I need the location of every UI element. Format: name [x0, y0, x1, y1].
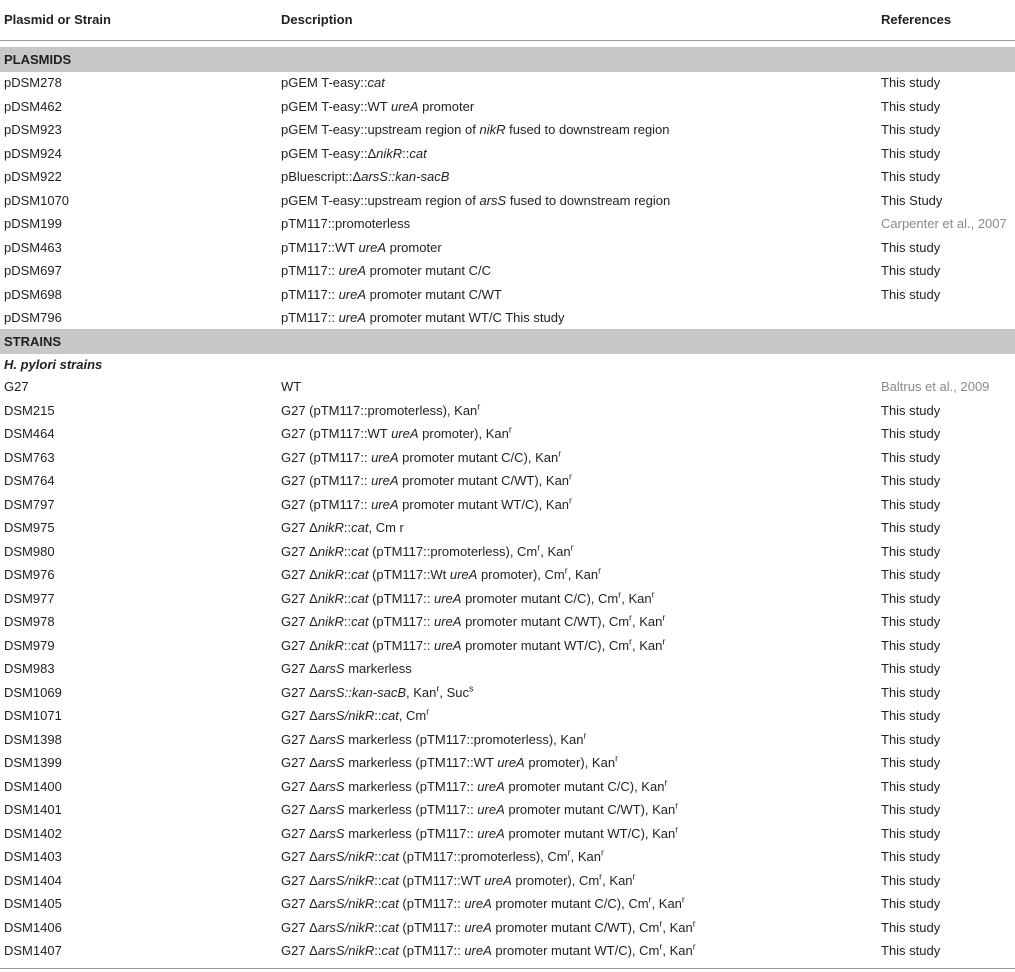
cell-reference: Baltrus et al., 2009: [881, 379, 990, 394]
table-row: [0, 682, 1015, 705]
cell-reference: This study: [881, 614, 941, 629]
cell-reference: This study: [881, 543, 941, 559]
cell-reference: This study: [881, 169, 941, 184]
table-row: [0, 400, 1015, 423]
cell-name: pDSM924: [4, 145, 62, 161]
cell-name: G27: [4, 379, 29, 394]
table-row: [0, 72, 1015, 95]
cell-name: pDSM278: [4, 75, 62, 90]
cell-description: pTM117::promoterless: [281, 216, 411, 231]
cell-reference: This study: [881, 637, 941, 653]
cell-name: DSM763: [4, 449, 55, 465]
table-row: [0, 517, 1015, 540]
cell-reference: This study: [881, 449, 941, 465]
cell-description: G27 ΔarsS markerless (pTM117:: ureA promoter mutant C/WT), Kan$^r$: [281, 800, 679, 817]
cell-reference: This study: [881, 708, 941, 723]
table-row: [0, 635, 1015, 658]
cell-name: DSM979: [4, 637, 55, 653]
cell-description: WT: [281, 379, 302, 394]
cell-reference: This study: [881, 802, 941, 817]
table-row: [0, 284, 1015, 307]
cell-reference: This study: [881, 239, 941, 255]
cell-description: pTM117:: ureA promoter mutant WT/C This study: [281, 310, 565, 325]
section-plasmids: [0, 47, 1015, 72]
cell-description: pGEM T-easy::WT ureA promoter: [281, 98, 475, 114]
table-row: [0, 611, 1015, 634]
cell-name: pDSM922: [4, 169, 62, 184]
cell-description: G27 ΔarsS/nikR::cat (pTM117:: ureA promoter mutant WT/C), Cm$^r$, Kan$^r$: [281, 941, 696, 958]
table-row: [0, 729, 1015, 752]
table-row: [0, 376, 1015, 399]
table-row: [0, 213, 1015, 236]
table-row: [0, 705, 1015, 728]
cell-description: pTM117::WT ureA promoter: [281, 239, 442, 255]
cell-description: G27 ΔarsS/nikR::cat (pTM117:: ureA promoter mutant C/C), Cm$^r$, Kan$^r$: [281, 894, 685, 911]
table-row: [0, 237, 1015, 260]
cell-description: G27 ΔarsS/nikR::cat (pTM117::promoterless), Cm$^r$, Kan$^r$: [281, 847, 604, 864]
table-row: [0, 776, 1015, 799]
table-row: [0, 799, 1015, 822]
cell-name: DSM215: [4, 402, 55, 418]
subsection-hpylori-label: H. pylori strains: [4, 357, 103, 372]
cell-description: G27 ΔarsS markerless (pTM117:: ureA promoter mutant C/C), Kan$^r$: [281, 777, 668, 794]
cell-reference: This study: [881, 263, 941, 278]
cell-reference: This study: [881, 75, 941, 90]
cell-description: G27 ΔarsS markerless (pTM117:: ureA promoter mutant WT/C), Kan$^r$: [281, 824, 679, 841]
table-row: [0, 846, 1015, 869]
cell-name: DSM1402: [4, 825, 62, 841]
header-description: Description: [281, 12, 353, 27]
table-row: [0, 494, 1015, 517]
cell-reference: This study: [881, 122, 941, 137]
cell-name: pDSM796: [4, 310, 62, 325]
table-row: [0, 260, 1015, 283]
cell-name: DSM1399: [4, 755, 62, 770]
cell-description: G27 ΔnikR::cat, Cm r: [281, 520, 404, 535]
cell-reference: Carpenter et al., 2007: [881, 216, 1007, 231]
cell-reference: This study: [881, 567, 941, 582]
cell-description: G27 ΔnikR::cat (pTM117:: ureA promoter mutant WT/C), Cm$^r$, Kan$^r$: [281, 636, 666, 653]
cell-reference: This study: [881, 896, 941, 911]
cell-description: G27 ΔnikR::cat (pTM117:: ureA promoter mutant C/WT), Cm$^r$, Kan$^r$: [281, 612, 666, 629]
cell-reference: This study: [881, 98, 941, 114]
table-row: [0, 870, 1015, 893]
cell-name: DSM1400: [4, 778, 62, 794]
table-row: [0, 96, 1015, 119]
cell-reference: This study: [881, 402, 941, 418]
cell-reference: This study: [881, 520, 941, 535]
cell-name: DSM1404: [4, 872, 62, 888]
cell-name: DSM1401: [4, 802, 62, 817]
cell-description: G27 ΔarsS markerless (pTM117::promoterless), Kan$^r$: [281, 730, 587, 747]
table-row: [0, 307, 1015, 330]
cell-name: DSM1398: [4, 731, 62, 747]
cell-description: pGEM T-easy::ΔnikR::cat: [281, 145, 427, 161]
cell-reference: This study: [881, 778, 941, 794]
cell-name: DSM1069: [4, 684, 62, 700]
cell-name: pDSM698: [4, 286, 62, 302]
cell-description: G27 ΔnikR::cat (pTM117::Wt ureA promoter), Cm$^r$, Kan$^r$: [281, 565, 602, 582]
cell-reference: This study: [881, 849, 941, 864]
cell-reference: This study: [881, 825, 941, 841]
cell-reference: This study: [881, 919, 941, 935]
cell-reference: This study: [881, 661, 941, 676]
table-row: [0, 940, 1015, 963]
header-plasmid-or-strain: Plasmid or Strain: [4, 12, 111, 27]
table-row: [0, 541, 1015, 564]
table-row: [0, 917, 1015, 940]
cell-name: DSM1407: [4, 943, 62, 958]
cell-description: pGEM T-easy::cat: [281, 75, 385, 90]
cell-description: G27 (pTM117:: ureA promoter mutant C/C), Kan$^r$: [281, 448, 562, 465]
cell-name: DSM764: [4, 473, 55, 488]
cell-name: pDSM463: [4, 239, 62, 255]
cell-name: DSM797: [4, 496, 55, 512]
cell-description: G27 (pTM117::WT ureA promoter), Kan$^r$: [281, 424, 512, 441]
cell-name: DSM464: [4, 426, 55, 441]
cell-name: pDSM462: [4, 98, 62, 114]
cell-description: G27 ΔarsS markerless: [281, 661, 412, 676]
table-header: [0, 0, 1015, 41]
cell-description: G27 ΔarsS/nikR::cat, Cm$^r$: [281, 706, 430, 723]
cell-description: G27 (pTM117:: ureA promoter mutant WT/C), Kan$^r$: [281, 495, 573, 512]
cell-reference: This study: [881, 496, 941, 512]
section-strains-label: STRAINS: [4, 334, 62, 349]
cell-name: pDSM923: [4, 122, 62, 137]
cell-name: DSM977: [4, 590, 55, 606]
cell-name: DSM978: [4, 614, 55, 629]
cell-reference: This Study: [881, 192, 943, 208]
cell-name: DSM1403: [4, 849, 62, 864]
table-row: [0, 119, 1015, 142]
table-row: [0, 893, 1015, 916]
table-row: [0, 166, 1015, 189]
cell-name: DSM980: [4, 543, 55, 559]
cell-description: pGEM T-easy::upstream region of nikR fused to downstream region: [281, 122, 670, 137]
cell-reference: This study: [881, 590, 941, 606]
cell-reference: This study: [881, 684, 941, 700]
bottom-rule: [0, 968, 1015, 969]
cell-description: G27 ΔnikR::cat (pTM117::promoterless), Cm$^r$, Kan$^r$: [281, 542, 574, 559]
table-row: [0, 752, 1015, 775]
cell-description: G27 (pTM117::promoterless), Kan$^r$: [281, 401, 481, 418]
cell-reference: This study: [881, 943, 941, 958]
cell-reference: This study: [881, 731, 941, 747]
cell-name: DSM976: [4, 567, 55, 582]
cell-description: pGEM T-easy::upstream region of arsS fused to downstream region: [281, 192, 671, 208]
cell-reference: This study: [881, 755, 941, 770]
table-row: [0, 447, 1015, 470]
table-row: [0, 423, 1015, 446]
cell-reference: This study: [881, 286, 941, 302]
table-row: [0, 658, 1015, 681]
cell-description: pBluescript::ΔarsS::kan-sacB: [281, 169, 450, 184]
table-row: [0, 190, 1015, 213]
cell-name: DSM1405: [4, 896, 62, 911]
cell-name: DSM983: [4, 661, 55, 676]
cell-name: pDSM697: [4, 263, 62, 278]
cell-description: pTM117:: ureA promoter mutant C/WT: [281, 286, 502, 302]
cell-name: DSM1406: [4, 919, 62, 935]
header-references: References: [881, 12, 952, 27]
cell-description: G27 ΔarsS/nikR::cat (pTM117::WT ureA promoter), Cm$^r$, Kan$^r$: [281, 871, 636, 888]
section-plasmids-label: PLASMIDS: [4, 52, 72, 67]
cell-reference: This study: [881, 872, 941, 888]
cell-description: G27 (pTM117:: ureA promoter mutant C/WT), Kan$^r$: [281, 471, 573, 488]
cell-name: pDSM1070: [4, 192, 70, 208]
cell-description: G27 ΔarsS::kan-sacB, Kan$^r$, Suc$^s$: [281, 683, 474, 700]
subsection-hpylori: [4, 357, 102, 372]
cell-reference: This study: [881, 473, 941, 488]
table-row: [0, 143, 1015, 166]
cell-name: DSM975: [4, 520, 55, 535]
cell-description: G27 ΔnikR::cat (pTM117:: ureA promoter mutant C/C), Cm$^r$, Kan$^r$: [281, 589, 655, 606]
table-row: [0, 470, 1015, 493]
cell-description: G27 ΔarsS markerless (pTM117::WT ureA promoter), Kan$^r$: [281, 753, 619, 770]
table-row: [0, 588, 1015, 611]
table-row: [0, 823, 1015, 846]
cell-reference: This study: [881, 426, 941, 441]
table-row: [0, 564, 1015, 587]
cell-name: DSM1071: [4, 708, 62, 723]
cell-description: pTM117:: ureA promoter mutant C/C: [281, 263, 492, 278]
section-strains: [0, 329, 1015, 354]
cell-description: G27 ΔarsS/nikR::cat (pTM117:: ureA promoter mutant C/WT), Cm$^r$, Kan$^r$: [281, 918, 696, 935]
cell-name: pDSM199: [4, 216, 62, 231]
cell-reference: This study: [881, 145, 941, 161]
